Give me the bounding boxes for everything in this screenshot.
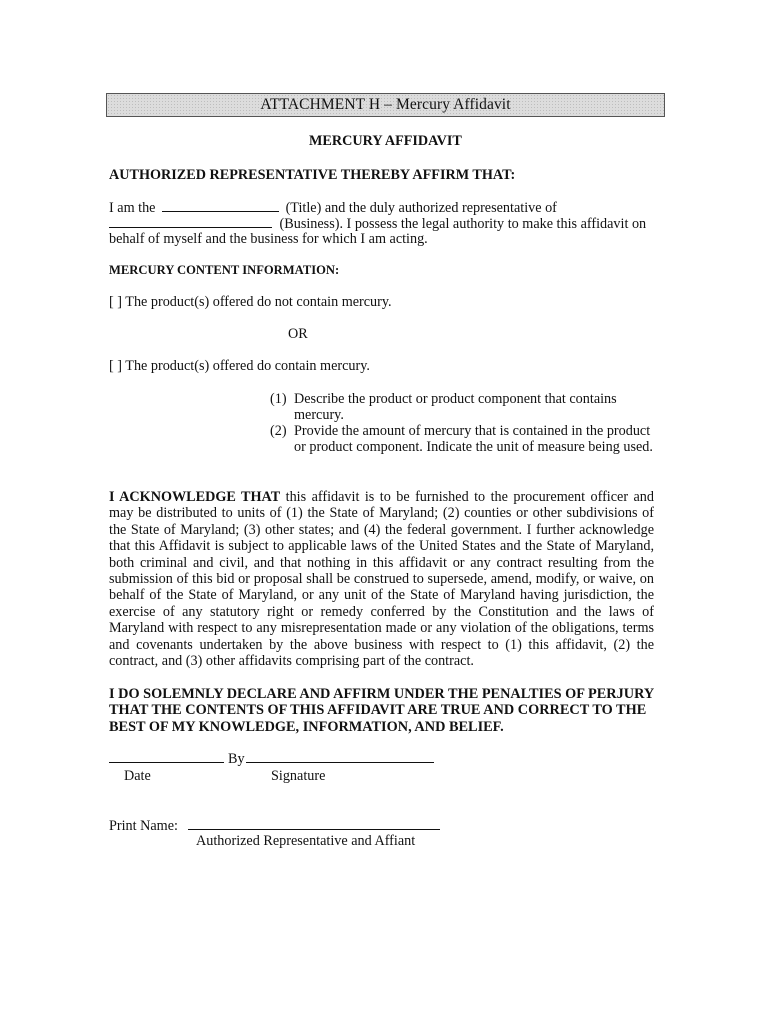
- intro-text-business: (Business). I possess the legal authority to make this affidavit on: [279, 216, 647, 232]
- signature-line[interactable]: [246, 762, 434, 763]
- mercury-details-list: [270, 391, 660, 455]
- affirm-heading: AUTHORIZED REPRESENTATIVE THEREBY AFFIRM THAT:: [109, 167, 516, 183]
- date-label: Date: [124, 768, 151, 784]
- business-blank[interactable]: [109, 215, 272, 228]
- list-item: [270, 391, 660, 423]
- list-item-number: (1): [270, 391, 287, 407]
- intro-line-3: behalf of myself and the business for which I am acting.: [109, 231, 428, 247]
- acknowledge-body: this affidavit is to be furnished to the procurement officer and may be distributed to units of (1) the State of Maryland; (2) counties or other subdivisions of the State of Maryland; (3) other states; and (4) the federal government. I further acknowledge that this Affidavit is subject to applicable laws of the United States and the State of Maryland, both criminal and civil, and that nothing in this affidavit or any contract resulting from the submission of this bid or proposal shall be construed to supersede, amend, modify, or waive, on behalf of the State of Maryland, or any unit of the State of Maryland having jurisdiction, the exercise of any statutory right or remedy conferred by the Constitution and the laws of Maryland with respect to any misrepresentation made or any violation of the obligations, terms and covenants undertaken by the above business with respect to (1) this affidavit, (2) the contract, and (3) other affidavits comprising part of the contract.: [109, 489, 654, 670]
- or-label: OR: [288, 326, 308, 342]
- signature-label: Signature: [271, 768, 326, 784]
- document-title: MERCURY AFFIDAVIT: [309, 133, 462, 149]
- intro-text-title: (Title) and the duly authorized representative of: [285, 200, 557, 216]
- intro-line-1: [109, 199, 557, 216]
- list-item-text: Describe the product or product component that contains mercury.: [294, 391, 617, 423]
- list-item-text: Provide the amount of mercury that is contained in the product or product component. Indicate the unit of measure being used.: [294, 423, 653, 455]
- intro-text-iam: I am the: [109, 200, 156, 216]
- checkbox-no-mercury[interactable]: [ ] The product(s) offered do not contain mercury.: [109, 294, 392, 310]
- attachment-banner: [106, 93, 665, 117]
- checkbox-contains-mercury[interactable]: [ ] The product(s) offered do contain mercury.: [109, 358, 370, 374]
- date-line[interactable]: [109, 762, 224, 763]
- list-item-number: (2): [270, 423, 287, 439]
- acknowledge-paragraph: [109, 489, 654, 669]
- affiant-label: Authorized Representative and Affiant: [196, 833, 416, 849]
- print-name-line[interactable]: [188, 829, 440, 830]
- content-heading: MERCURY CONTENT INFORMATION:: [109, 263, 340, 277]
- title-blank[interactable]: [162, 199, 279, 212]
- declaration-paragraph: I DO SOLEMNLY DECLARE AND AFFIRM UNDER THE PENALTIES OF PERJURY THAT THE CONTENTS OF THIS AFFIDAVIT ARE TRUE AND CORRECT TO THE BEST OF MY KNOWLEDGE, INFORMATION, AND BELIEF.: [109, 686, 654, 735]
- print-name-label: Print Name:: [109, 818, 178, 834]
- list-item: [270, 423, 660, 455]
- intro-line-2: [109, 215, 646, 232]
- by-label: By: [228, 751, 245, 767]
- acknowledge-lead: I ACKNOWLEDGE THAT: [109, 489, 281, 505]
- banner-title: ATTACHMENT H – Mercury Affidavit: [260, 96, 511, 113]
